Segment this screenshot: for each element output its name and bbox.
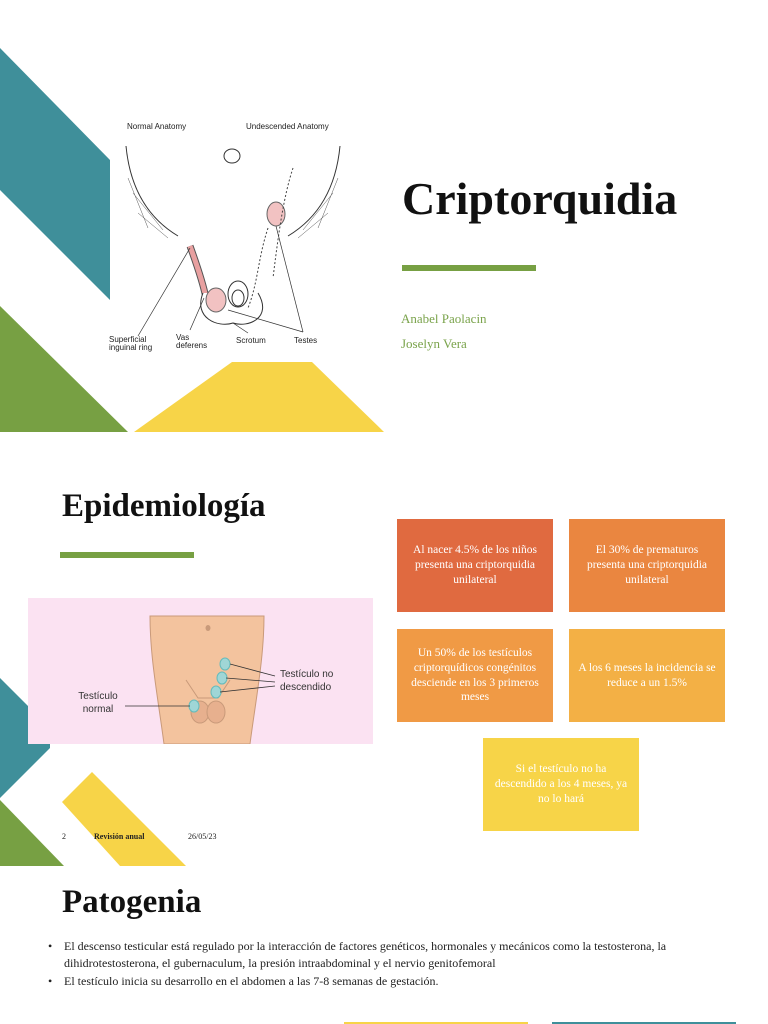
- bullet-list: [48, 938, 708, 990]
- stat-box-2: El 30% de prematuros presenta una criptorquidia unilateral: [569, 519, 725, 612]
- section-title-epidemiology: Epidemiología: [62, 488, 266, 524]
- label-testiculo-normal: Testículo normal: [78, 691, 118, 715]
- testicle-figure: [28, 598, 373, 744]
- bullet-item: • El testículo inicia su desarrollo en el abdomen a las 7-8 semanas de gestación.: [48, 973, 708, 990]
- footer-date: 26/05/23: [188, 832, 217, 841]
- section-title-pathogenesis: Patogenia: [62, 884, 202, 920]
- bullet-item: • El descenso testicular está regulado por la interacción de factores genéticos, hormonales y mecánicos como la testosterona, la dihidrotestosterona, el gubernaculum, la presión intraabdominal y el nervio genitofemoral: [48, 938, 708, 973]
- footer-label: Revisión anual: [94, 832, 145, 841]
- label-scrotum: Scrotum: [236, 336, 266, 345]
- green-triangle-2: [0, 800, 64, 866]
- stat-box-4: A los 6 meses la incidencia se reduce a un 1.5%: [569, 629, 725, 722]
- stat-box-5: Si el testículo no ha descendido a los 4 meses, ya no lo hará: [483, 738, 639, 831]
- stat-box-1: Al nacer 4.5% de los niños presenta una criptorquidia unilateral: [397, 519, 553, 612]
- label-inguinal-ring: Superficial inguinal ring: [109, 335, 153, 353]
- slide-epidemiology: [0, 432, 768, 866]
- stat-box-3: Un 50% de los testículos criptorquídicos congénitos desciende en los 3 primeros meses: [397, 629, 553, 722]
- title-underline: [402, 265, 536, 271]
- anatomy-drawing: [108, 118, 358, 368]
- label-vas-deferens: Vas deferens: [176, 333, 208, 351]
- slide-title: [0, 0, 768, 432]
- teal-band: [0, 48, 110, 300]
- yellow-shape-2: [62, 772, 186, 866]
- section-underline: [60, 552, 194, 558]
- yellow-trapezoid: [134, 362, 384, 432]
- label-undescended-anatomy: Undescended Anatomy: [246, 122, 329, 131]
- slide-pathogenesis: [0, 866, 768, 1024]
- label-testiculo-no-descendido: Testículo no descendido: [280, 669, 334, 693]
- author-2: Joselyn Vera: [401, 336, 467, 351]
- page-title: Criptorquidia: [402, 173, 678, 224]
- footer-page-number: 2: [62, 832, 66, 841]
- author-1: Anabel Paolacin: [401, 311, 487, 326]
- label-normal-anatomy: Normal Anatomy: [127, 122, 187, 131]
- anatomy-figure: [108, 118, 358, 368]
- label-testes: Testes: [294, 336, 318, 345]
